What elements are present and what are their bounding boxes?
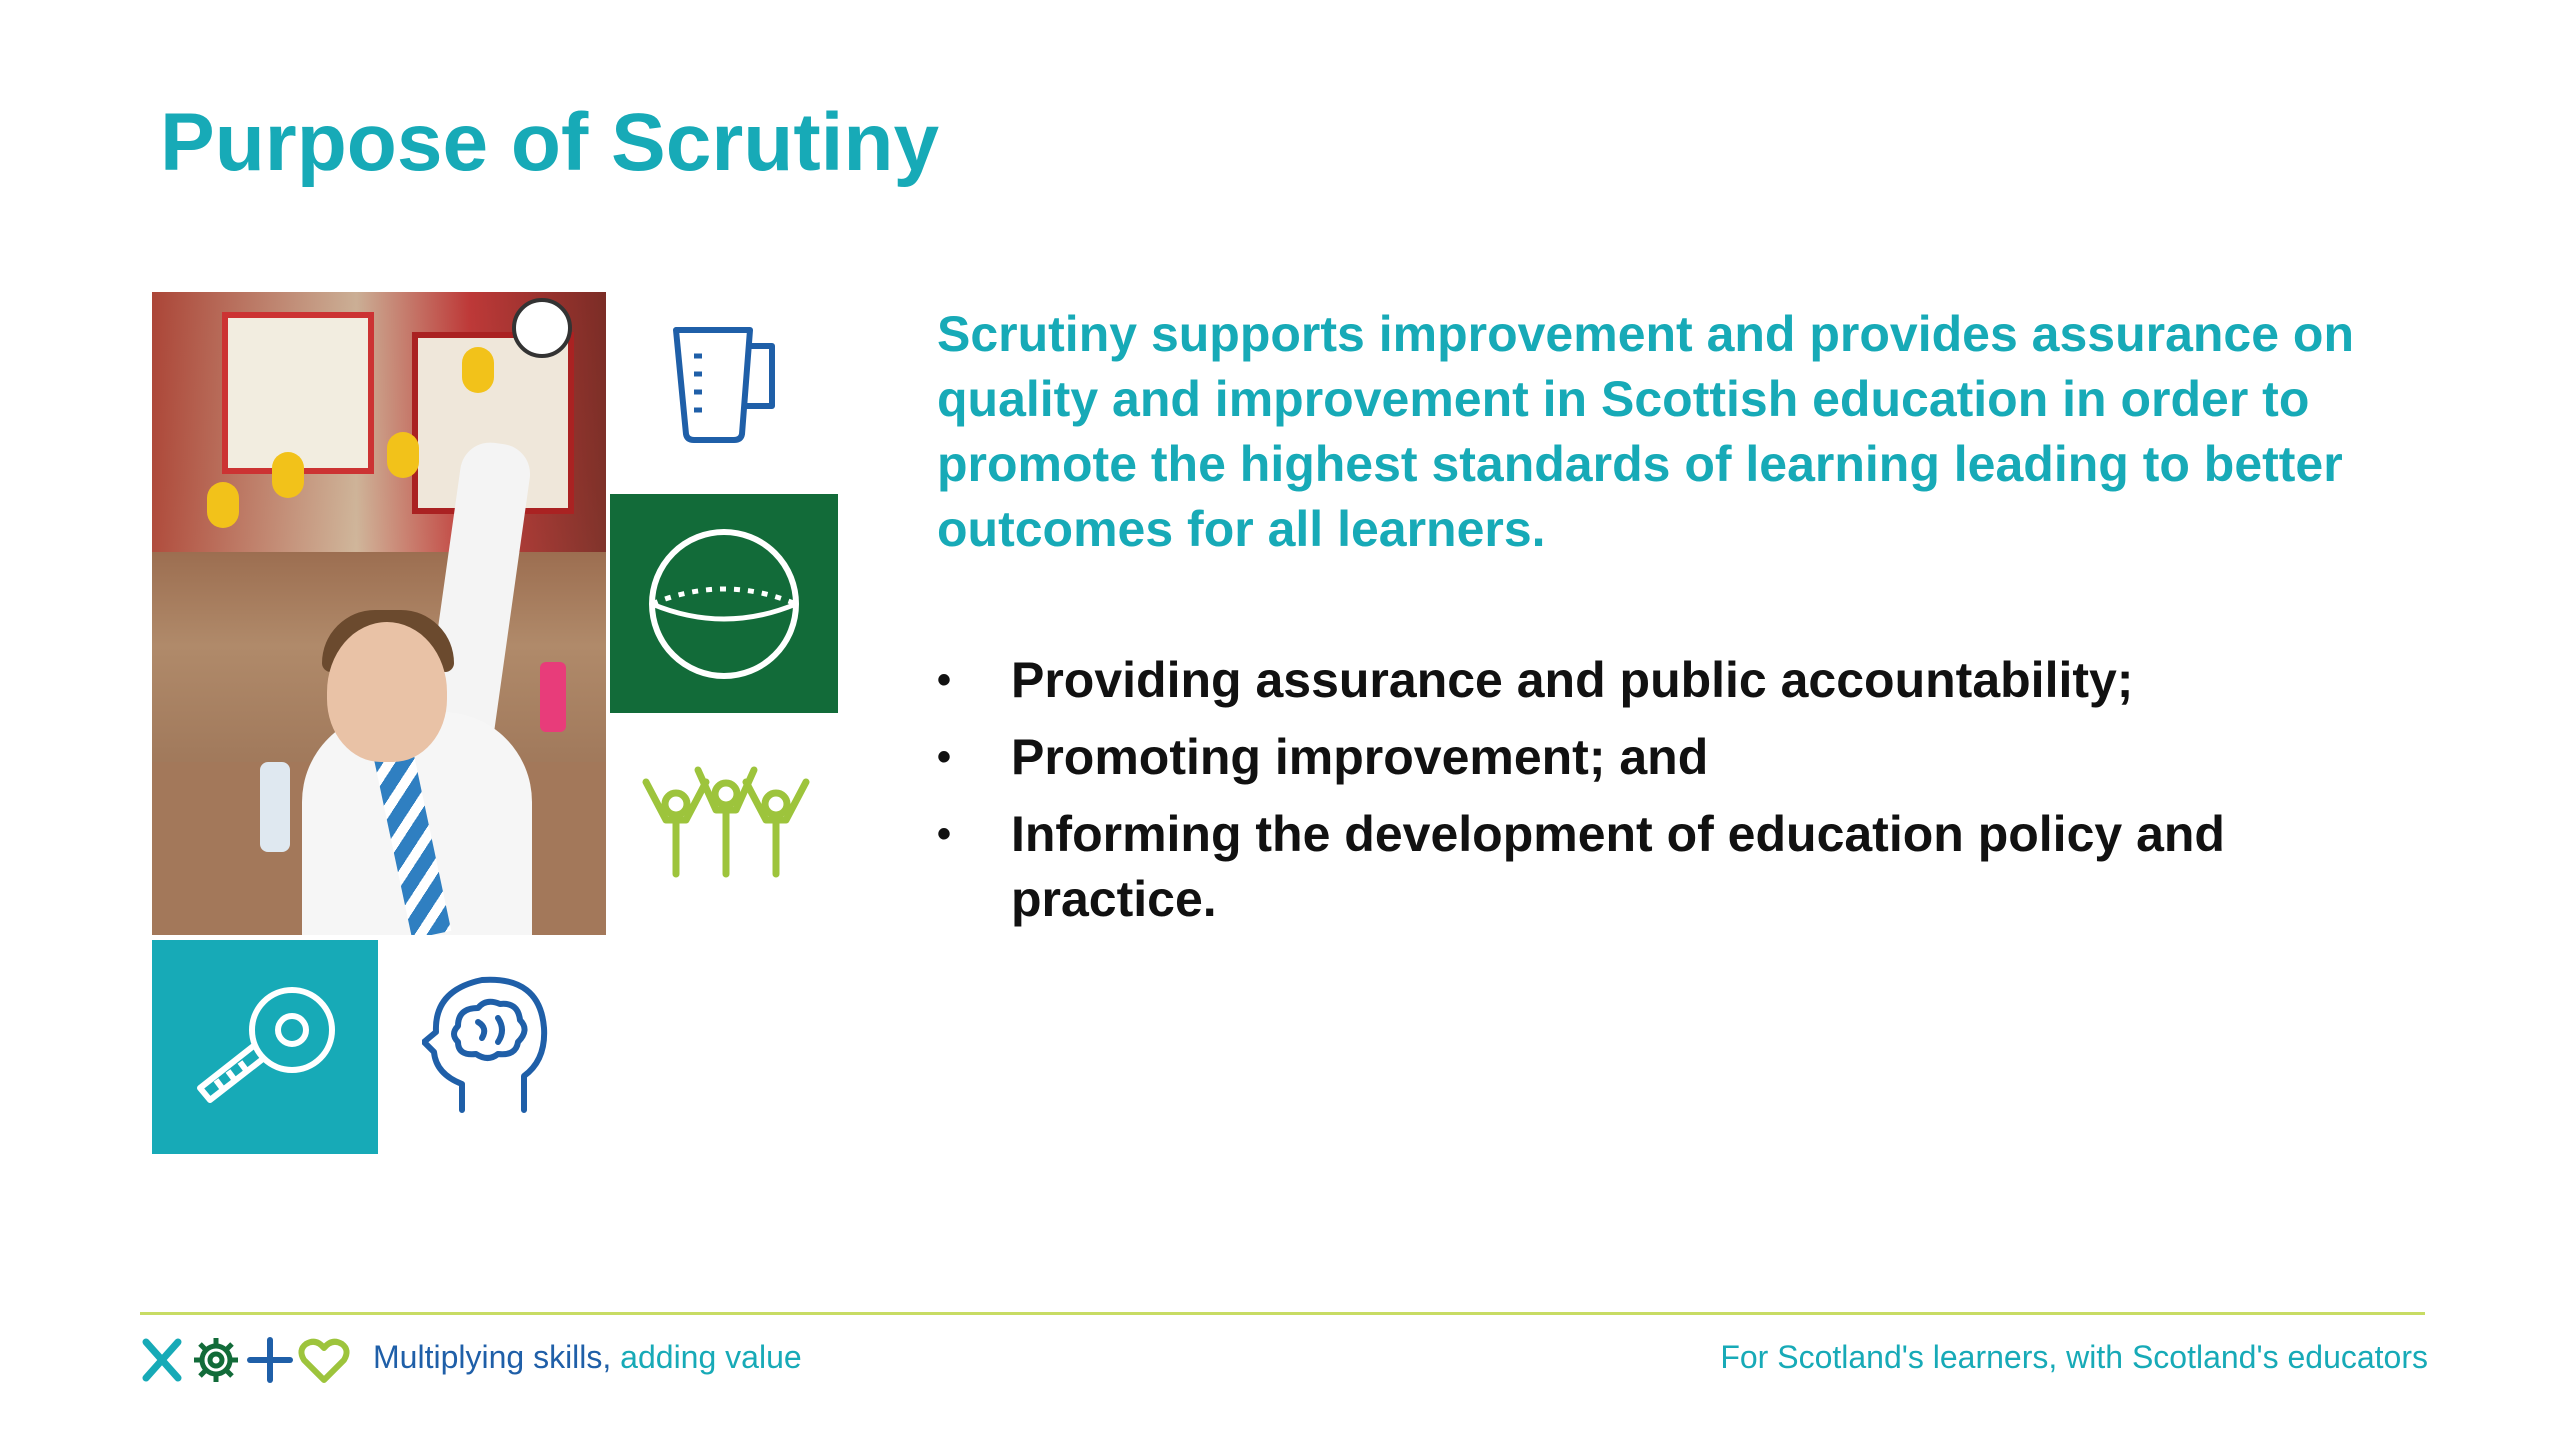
measuring-tape-tile — [152, 940, 378, 1154]
bullet-list — [937, 648, 2357, 944]
lead-statement: Scrutiny supports improvement and provides assurance on quality and improvement in Scottish education in order to promote the highest standards of learning leading to better outcomes for all learners. — [937, 306, 2355, 557]
multiply-icon — [146, 1342, 178, 1378]
sphere-tile — [610, 494, 838, 713]
classroom-photo — [152, 292, 606, 935]
bullet-text: Promoting improvement; and — [1011, 729, 1709, 785]
footer-divider — [140, 1312, 2425, 1315]
plus-icon — [250, 1340, 290, 1380]
bullet-text: Providing assurance and public accountability; — [1011, 652, 2134, 708]
cheering-people-icon — [636, 762, 816, 887]
footer-logo — [140, 1334, 355, 1391]
tagline-part2: adding value — [620, 1339, 802, 1375]
list-item — [937, 648, 2357, 713]
measuring-jug-icon — [668, 322, 788, 452]
heart-icon — [301, 1342, 346, 1380]
footer-motto: For Scotland's learners, with Scotland's educators — [1720, 1339, 2428, 1375]
sphere-icon — [610, 494, 838, 713]
bullet-marker: • — [937, 658, 952, 702]
list-item — [937, 802, 2357, 932]
brain-head-icon — [422, 972, 552, 1122]
list-item — [937, 725, 2357, 790]
slide-title: Purpose of Scrutiny — [160, 97, 940, 188]
bullet-marker: • — [937, 812, 952, 856]
tagline-part1: Multiplying skills, — [373, 1339, 621, 1375]
gear-icon — [194, 1338, 238, 1382]
bullet-text: Informing the development of education policy and practice. — [1011, 806, 2225, 927]
measuring-tape-icon — [152, 940, 378, 1154]
bullet-marker: • — [937, 735, 952, 779]
footer-tagline — [373, 1339, 802, 1376]
